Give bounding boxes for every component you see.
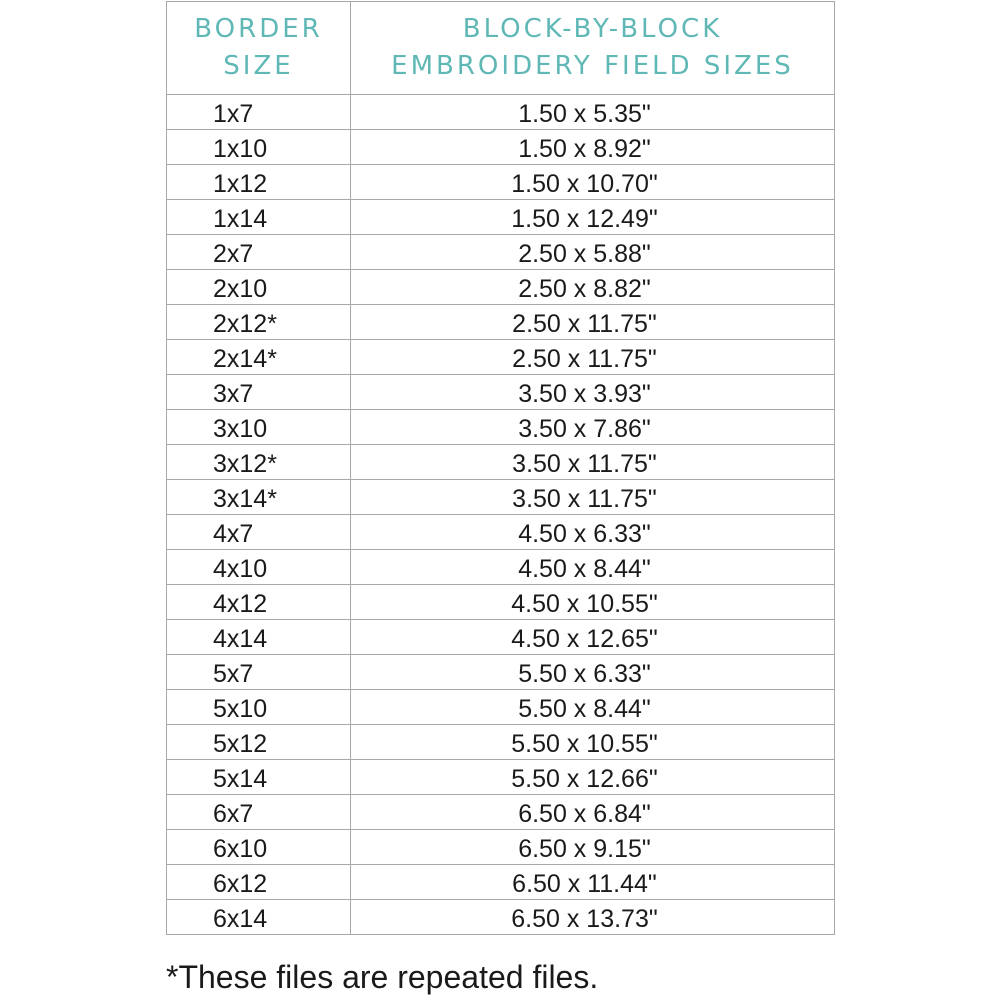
field-size-cell: 3.50 x 7.86": [351, 410, 835, 445]
border-size-cell: 6x10: [167, 830, 351, 865]
field-size-cell: 4.50 x 12.65": [351, 620, 835, 655]
field-size-cell: 4.50 x 6.33": [351, 515, 835, 550]
table-row: [167, 95, 835, 130]
border-size-cell: 3x14*: [167, 480, 351, 515]
border-size-cell: 4x12: [167, 585, 351, 620]
table-row: [167, 200, 835, 235]
field-size-cell: 6.50 x 11.44": [351, 865, 835, 900]
table-row: [167, 690, 835, 725]
field-size-cell: 1.50 x 5.35": [351, 95, 835, 130]
table-header-row: [167, 2, 835, 95]
table-row: [167, 515, 835, 550]
border-size-cell: 4x14: [167, 620, 351, 655]
table-row: [167, 305, 835, 340]
table-row: [167, 760, 835, 795]
table-row: [167, 655, 835, 690]
border-size-cell: 3x12*: [167, 445, 351, 480]
field-size-cell: 6.50 x 9.15": [351, 830, 835, 865]
border-size-cell: 6x14: [167, 900, 351, 935]
field-size-cell: 2.50 x 11.75": [351, 305, 835, 340]
table-row: [167, 900, 835, 935]
table-row: [167, 865, 835, 900]
field-size-cell: 6.50 x 13.73": [351, 900, 835, 935]
table-row: [167, 585, 835, 620]
header-line: BLOCK-BY-BLOCK: [462, 14, 723, 44]
header-line: BORDER: [194, 14, 323, 44]
table-row: [167, 235, 835, 270]
border-size-cell: 1x12: [167, 165, 351, 200]
border-size-cell: 6x12: [167, 865, 351, 900]
field-size-cell: 1.50 x 8.92": [351, 130, 835, 165]
table-row: [167, 340, 835, 375]
field-size-cell: 3.50 x 11.75": [351, 480, 835, 515]
border-size-cell: 2x10: [167, 270, 351, 305]
border-size-cell: 4x10: [167, 550, 351, 585]
field-size-cell: 4.50 x 10.55": [351, 585, 835, 620]
field-size-cell: 2.50 x 5.88": [351, 235, 835, 270]
border-size-cell: 2x7: [167, 235, 351, 270]
field-size-cell: 2.50 x 11.75": [351, 340, 835, 375]
border-size-cell: 3x7: [167, 375, 351, 410]
field-size-cell: 3.50 x 11.75": [351, 445, 835, 480]
field-size-cell: 5.50 x 8.44": [351, 690, 835, 725]
border-size-column-header: [167, 2, 351, 95]
field-size-cell: 4.50 x 8.44": [351, 550, 835, 585]
border-size-cell: 5x14: [167, 760, 351, 795]
border-size-cell: 5x7: [167, 655, 351, 690]
border-size-cell: 2x12*: [167, 305, 351, 340]
table-row: [167, 410, 835, 445]
border-size-cell: 3x10: [167, 410, 351, 445]
field-size-cell: 6.50 x 6.84": [351, 795, 835, 830]
border-size-cell: 5x10: [167, 690, 351, 725]
field-size-cell: 5.50 x 6.33": [351, 655, 835, 690]
field-size-column-header: [351, 2, 835, 95]
border-size-cell: 1x14: [167, 200, 351, 235]
border-size-cell: 5x12: [167, 725, 351, 760]
border-size-cell: 1x10: [167, 130, 351, 165]
table-body: [167, 95, 835, 935]
table-row: [167, 375, 835, 410]
table-row: [167, 445, 835, 480]
footnote: *These files are repeated files.: [166, 959, 599, 995]
border-size-cell: 4x7: [167, 515, 351, 550]
border-size-cell: 1x7: [167, 95, 351, 130]
field-size-cell: 1.50 x 10.70": [351, 165, 835, 200]
border-size-cell: 2x14*: [167, 340, 351, 375]
header-line: EMBROIDERY FIELD SIZES: [391, 51, 794, 81]
field-size-cell: 3.50 x 3.93": [351, 375, 835, 410]
table-row: [167, 830, 835, 865]
table-row: [167, 550, 835, 585]
header-line: SIZE: [223, 51, 294, 81]
field-size-cell: 5.50 x 12.66": [351, 760, 835, 795]
table-row: [167, 620, 835, 655]
border-size-cell: 6x7: [167, 795, 351, 830]
table-row: [167, 725, 835, 760]
table-row: [167, 480, 835, 515]
field-size-cell: 1.50 x 12.49": [351, 200, 835, 235]
table-row: [167, 795, 835, 830]
table-row: [167, 130, 835, 165]
field-size-cell: 2.50 x 8.82": [351, 270, 835, 305]
table-row: [167, 270, 835, 305]
embroidery-size-table: [166, 1, 835, 935]
field-size-cell: 5.50 x 10.55": [351, 725, 835, 760]
table-row: [167, 165, 835, 200]
